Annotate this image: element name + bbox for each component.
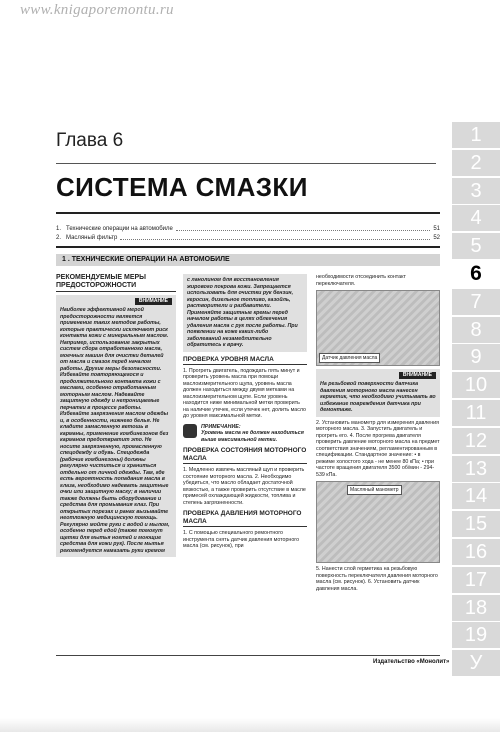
oil-condition-text: 1. Медленно извлечь масляный щуп и проверить состояние моторного масла. 2. Необходимо убедиться, что масло обладает достаточной вязкостью, а также проверить отсутствие в масле примесей охлаждающей жидкости, топлива и степень загрязненности.	[183, 467, 306, 506]
tab-appendix[interactable]: У	[448, 650, 500, 676]
warning-text: На резьбовой поверхности датчика давления моторного масла нанесен герметик, что необходимо учитывать во избежание повреждения датчика при демонтаже.	[320, 381, 436, 413]
divider	[56, 163, 436, 164]
tab-1[interactable]: 1	[448, 122, 500, 148]
table-of-contents	[56, 224, 440, 242]
precautions-heading: РЕКОМЕНДУЕМЫЕ МЕРЫ ПРЕДОСТОРОЖНОСТИ	[56, 274, 176, 292]
toc-title: Технические операции на автомобиле	[66, 225, 173, 232]
tab-17[interactable]: 17	[448, 567, 500, 593]
section-heading: 1 . ТЕХНИЧЕСКИЕ ОПЕРАЦИИ НА АВТОМОБИЛЕ	[56, 254, 440, 266]
oil-level-heading: ПРОВЕРКА УРОВНЯ МАСЛА	[183, 356, 307, 365]
toc-leader	[120, 235, 430, 240]
warning-box	[316, 369, 440, 417]
procedure-steps: 2. Установить манометр для измерения давления моторного масла. 3. Запустить двигатель и прогреть его. 4. После прогрева двигателя проверить давление моторного масла на предмет соответствия значениям, регламентированным в спецификации. Стандартное значение: • в режиме холостого хода - не менее 80 кПа; • при частоте вращения двигателя 3500 об/мин - 294-539 кПа.	[316, 419, 440, 478]
chapter-label: Глава 6	[56, 130, 124, 151]
toc-item[interactable]	[56, 233, 440, 242]
toc-leader	[176, 226, 430, 231]
warning-box	[56, 295, 176, 557]
tab-18[interactable]: 18	[448, 595, 500, 621]
tab-12[interactable]: 12	[448, 428, 500, 454]
chapter-title: СИСТЕМА СМАЗКИ	[56, 172, 308, 202]
gauge-photo	[316, 481, 440, 563]
divider	[56, 246, 440, 248]
note-label: ПРИМЕЧАНИЕ:	[201, 423, 241, 430]
oil-pressure-text: 1. С помощью специального ремонтного инструмента снять датчик давления моторного масла (см. рисунок), при	[183, 530, 300, 549]
hand-icon	[183, 424, 197, 438]
oil-level-text: 1. Прогреть двигатель, подождать пять минут и проверить уровень масла при помощи маслоизмерительного щупа, уровень масла должен находиться между двумя метками на маслоизмерительном щупе. Если уровень находится ниже минимальной метки проверить на наличие утечек, если утечек нет, долить масло до уровня максимальной метки.	[183, 367, 306, 419]
warning-text: Наиболее эффективной мерой предосторожности является применение таких методов работы, которые практически исключают риск контакта кожи с минеральным маслом. Например, использование закрытых систем сбора отработанного масла, моечных машин для очистки деталей от масла и смазок перед началом работы. Другие меры безопасности. Избегайте повторяющегося и продолжительного контакта кожи с маслами, особенно отработанным моторным маслом. Надевайте защитную одежду и непроницаемые перчатки в процессе работы. Избегайте загрязнения маслом одежды и, в особенности, нижнего белья. Не кладите замасленную ветошь в карманы, применение комбинезонов без карманов предотвратит это. Не носите загрязненную, промасленную спецодежду и обувь. Спецодежда (рабочие комбинезоны) должны регулярно чиститься и храниться отдельно от личной одежды. Там, где есть вероятность попадания масла в глаза, необходимо надевать защитные очки или защитную маску; в наличии также должны быть оборудование и средства для промывания глаз. При открытых порезах и ранах вызывайте неотложную медицинскую помощь. Регулярно мойте руки с водой и мылом, особенно перед едой (также помогут щетки для мытья ногтей и моющие средства для кожи рук). После мытья рекомендуется намазать руки кремом	[60, 307, 170, 554]
toc-item[interactable]	[56, 224, 440, 233]
photo-caption: Датчик давления масла	[319, 353, 380, 363]
tab-6[interactable]: 6	[448, 261, 500, 287]
divider	[56, 212, 440, 214]
intro-text: необходимости отсоединить контакт переключателя.	[316, 274, 406, 287]
tab-10[interactable]: 10	[448, 372, 500, 398]
tab-16[interactable]: 16	[448, 539, 500, 565]
tab-7[interactable]: 7	[448, 289, 500, 315]
oil-pressure-heading: ПРОВЕРКА ДАВЛЕНИЯ МОТОРНОГО МАСЛА	[183, 510, 307, 527]
warning-badge: ВНИМАНИЕ	[399, 372, 436, 379]
column-left	[56, 274, 176, 560]
final-steps: 5. Нанести слой герметика на резьбовую поверхность переключателя давления моторного масла (см. рисунок). 6. Установить датчик давления масла.	[316, 566, 438, 592]
chapter-tabs	[448, 122, 500, 678]
oil-condition-heading: ПРОВЕРКА СОСТОЯНИЯ МОТОРНОГО МАСЛА	[183, 447, 307, 462]
note	[183, 424, 307, 444]
tab-2[interactable]: 2	[448, 150, 500, 176]
sensor-photo	[316, 290, 440, 366]
toc-number: 2.	[56, 234, 62, 241]
toc-title: Масляный фильтр	[66, 234, 118, 241]
column-right	[316, 274, 440, 592]
tab-9[interactable]: 9	[448, 344, 500, 370]
toc-page: 51	[433, 225, 440, 232]
publisher: Издательство «Монолит»	[373, 659, 450, 665]
tab-19[interactable]: 19	[448, 622, 500, 648]
tab-13[interactable]: 13	[448, 456, 500, 482]
tab-14[interactable]: 14	[448, 483, 500, 509]
photo-caption: Масляный манометр	[347, 485, 402, 495]
tab-4[interactable]: 4	[448, 205, 500, 231]
tab-3[interactable]: 3	[448, 178, 500, 204]
tab-11[interactable]: 11	[448, 400, 500, 426]
divider	[56, 655, 440, 656]
watermark: www.knigaporemontu.ru	[20, 2, 174, 18]
tab-5[interactable]: 5	[448, 233, 500, 259]
toc-page: 52	[433, 234, 440, 241]
precautions-continued-box: с ланолином для восстановления жирового покрова кожи. Запрещается использовать для очистки рук бензин, керосин, дизельное топливо, газойль, растворители и разбавители. Применяйте защитные кремы перед началом работы в целях облегчения удаления масла с рук после работы. При появлении на коже каких-либо заболеваний незамедлительно обратитесь к врачу.	[183, 274, 307, 352]
column-middle	[183, 274, 307, 550]
toc-number: 1.	[56, 225, 62, 232]
page-edge	[0, 718, 500, 732]
note-text: Уровень масла не должен находиться выше максимальной метки.	[201, 430, 304, 443]
warning-badge: ВНИМАНИЕ	[135, 298, 172, 305]
tab-15[interactable]: 15	[448, 511, 500, 537]
tab-8[interactable]: 8	[448, 317, 500, 343]
